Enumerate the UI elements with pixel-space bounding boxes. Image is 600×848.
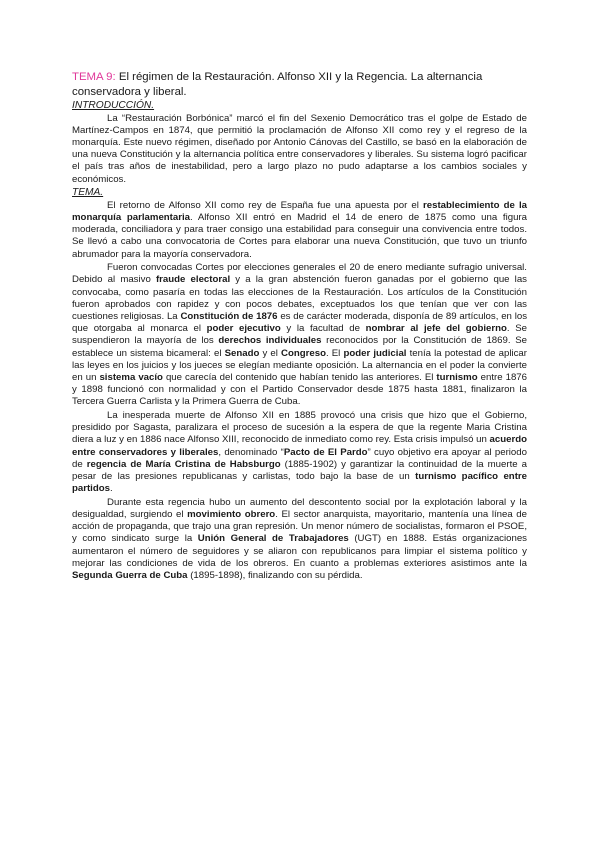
bold-term: fraude electoral: [155, 274, 231, 286]
bold-term: movimiento obrero: [187, 509, 276, 520]
bold-term: Segunda Guerra de Cuba: [72, 569, 188, 581]
text-run: La inesperada muerte de Alfonso XII en 1885 provocó una crisis que hizo que el Gobierno, presidido por Sagasta, paralizara el proceso de sucesión a la espera de que la regente Maria Cristina diera a luz y en 1886 nace Alfonso XIII, reconocido de inmediato como rey. Esta crisis impulsó un: [72, 410, 527, 446]
text-run: .: [109, 483, 113, 495]
bold-term: Constitución de 1876: [180, 311, 278, 322]
tema-paragraph-1: [72, 200, 527, 261]
text-run: y la facultad de: [280, 323, 366, 335]
text-run: . El sector anarquista, mayoritario, mantenía una línea de acción de propaganda, que trajo una gran represión. Un menor número de socialistas, formaron el PSOE, y como sindicato surge la: [72, 509, 527, 545]
bold-term: Unión General de Trabajadores: [197, 533, 349, 545]
bold-term: derechos individuales: [218, 335, 322, 347]
text-run: que carecía del contenido que habían tenido las anteriores. El: [162, 371, 437, 383]
text-run: y a la gran abstención fueron ganadas por el gobierno que las convocaba, como pasaría en todas las elecciones de la Restauración. Los artículos de la Constitución fueron aprobados con rapidez y con pocos debates, exceptuados los que tenían que ver con las cuestiones religiosas. La: [72, 274, 527, 322]
topic-number-label: TEMA 9:: [72, 71, 116, 83]
text-run: El retorno de Alfonso XII como rey de España fue una apuesta por el: [107, 199, 424, 211]
text-run: . Se suspendieron la mayoría de los: [72, 323, 527, 347]
text-run: (UGT) en 1888. Estás organizaciones aumentaron el número de seguidores y se aliaron con republicanos para limpiar el sistema político y mejorar las condiciones de vida de los obreros. En cuanto a problemas exteriores asistimos ante la: [72, 533, 527, 569]
text-run: (1885-1902) y garantizar la continuidad de la muerte a pesar de las presiones republicanas y carlistas, todo bajo la base de un: [72, 458, 527, 482]
document-page: [72, 70, 527, 584]
text-run: reconocidos por la Constitución de 1869. Se establece un sistema bicameral: el: [72, 335, 527, 359]
bold-term: regencia de María Cristina de Habsburgo: [86, 458, 281, 470]
page-title: [72, 70, 527, 100]
text-run: . El: [325, 347, 344, 359]
bold-term: Pacto de El Pardo: [283, 446, 368, 458]
text-run: (1895-1898), finalizando con su pérdida.: [187, 569, 363, 581]
tema-paragraph-4: [72, 497, 527, 582]
title-text: El régimen de la Restauración. Alfonso XII y la Regencia. La alternancia conservadora y liberal.: [72, 71, 483, 98]
bold-term: restablecimiento de la monarquía parlamentaria: [72, 199, 527, 223]
intro-heading: INTRODUCCIÓN.: [72, 100, 155, 111]
tema-paragraph-2: [72, 262, 527, 408]
tema-heading: TEMA.: [72, 187, 104, 199]
bold-term: turnismo: [436, 371, 478, 383]
text-run: y el: [259, 347, 282, 359]
bold-term: Congreso: [281, 347, 326, 359]
bold-term: poder judicial: [343, 347, 407, 359]
intro-paragraph: La “Restauración Borbónica” marcó el fin del Sexenio Democrático tras el golpe de Estado de Martínez-Campos en 1874, que permitió la proclamación de Alfonso XII como rey y el regreso de la monarquía. Este nuevo régimen, diseñado por Antonio Cánovas del Castillo, se basó en la elaboración de una nueva Constitución y la alternancia política entre conservadores y liberales. Su sistema logró pacificar el país tras años de inestabilidad, pero a largo plazo no pudo adaptarse a los cambios sociales y económicos.: [72, 112, 527, 185]
text-run: es de carácter moderada, disponía de 89 artículos, en los que otorgaba al monarca el: [72, 311, 528, 335]
bold-term: acuerdo entre conservadores y liberales: [72, 434, 527, 458]
text-run: . Alfonso XII entró en Madrid el 14 de enero de 1875 como una figura moderada, conciliadora y para traer consigo una estabilidad para conseguir una convivencia entre todos. Se llevó a cabo una convocatoria de Cortes para elaborar una nueva Constitución, que tuvo un triunfo abrumador para la mayoría conservadora.: [72, 212, 527, 260]
bold-term: poder ejecutivo: [206, 323, 281, 335]
tema-paragraph-3: [72, 410, 527, 495]
text-run: Durante esta regencia hubo un aumento del descontento social por la explotación laboral y la desigualdad, surgiendo el: [72, 496, 527, 520]
text-run: ” cuyo objetivo era apoyar al periodo de: [72, 446, 527, 470]
bold-term: turnismo pacífico entre partidos: [72, 470, 527, 495]
text-run: Fueron convocadas Cortes por elecciones generales el 20 de enero mediante sufragio universal. Debido al masivo: [72, 262, 527, 286]
bold-term: nombrar al jefe del gobierno: [365, 323, 507, 335]
bold-term: Senado: [224, 347, 260, 359]
text-run: , denominado “: [218, 446, 284, 458]
bold-term: sistema vacío: [99, 371, 163, 383]
text-run: entre 1876 y 1898 funcionó con normalidad y con el Partido Conservador desde 1875 hasta 1881, finalizaron la Tercera Guerra Carlista y la Primera Guerra de Cuba.: [72, 371, 527, 408]
text-run: tenía la potestad de aplicar las leyes en los juicios y los jueces se elegían mediante oposición. La alternancia en el poder la convierte en un: [72, 347, 527, 383]
